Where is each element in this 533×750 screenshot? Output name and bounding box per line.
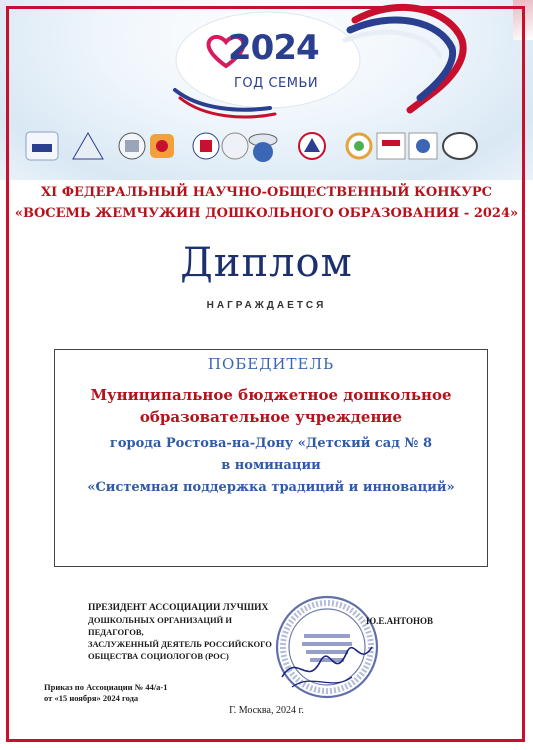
organization-line2: образовательное учреждение (139, 408, 403, 426)
president-line2: ДОШКОЛЬНЫХ ОРГАНИЗАЦИЙ И ПЕДАГОГОВ, (88, 615, 232, 637)
president-line4: ОБЩЕСТВА СОЦИОЛОГОВ (РОС) (88, 651, 229, 661)
order-number: Приказ по Ассоциации № 44/а-1 (44, 682, 168, 692)
signatory-name: Ю.Е.АНТОНОВ (366, 616, 434, 626)
organization-city: города Ростова-на-Дону «Детский сад № 8 (109, 436, 433, 451)
organization-line1: Муниципальное бюджетное дошкольное (90, 386, 452, 404)
order-date: от «15 ноября» 2024 года (44, 693, 139, 703)
year-label: 2024 (228, 28, 319, 68)
president-line3: ЗАСЛУЖЕННЫЙ ДЕЯТЕЛЬ РОССИЙСКОГО (88, 639, 272, 649)
president-line1: ПРЕЗИДЕНТ АССОЦИАЦИИ ЛУЧШИХ (88, 603, 269, 613)
contest-title-line2: «ВОСЕМЬ ЖЕМЧУЖИН ДОШКОЛЬНОГО ОБРАЗОВАНИЯ - 2024» (14, 206, 519, 221)
place-and-date: Г. Москва, 2024 г. (229, 705, 304, 716)
contest-title-line1: XI ФЕДЕРАЛЬНЫЙ НАУЧНО-ОБЩЕСТВЕННЫЙ КОНКУРС (41, 185, 492, 200)
nomination-name: «Системная поддержка традиций и инноваций» (87, 480, 455, 495)
outer-frame (6, 6, 525, 742)
nomination-label: в номинации (221, 458, 321, 473)
diploma-heading: Диплом (180, 240, 353, 286)
awarded-label: НАГРАЖДАЕТСЯ (206, 300, 327, 311)
year-subtitle: ГОД СЕМЬИ (234, 76, 319, 91)
winner-label: ПОБЕДИТЕЛЬ (207, 355, 335, 373)
